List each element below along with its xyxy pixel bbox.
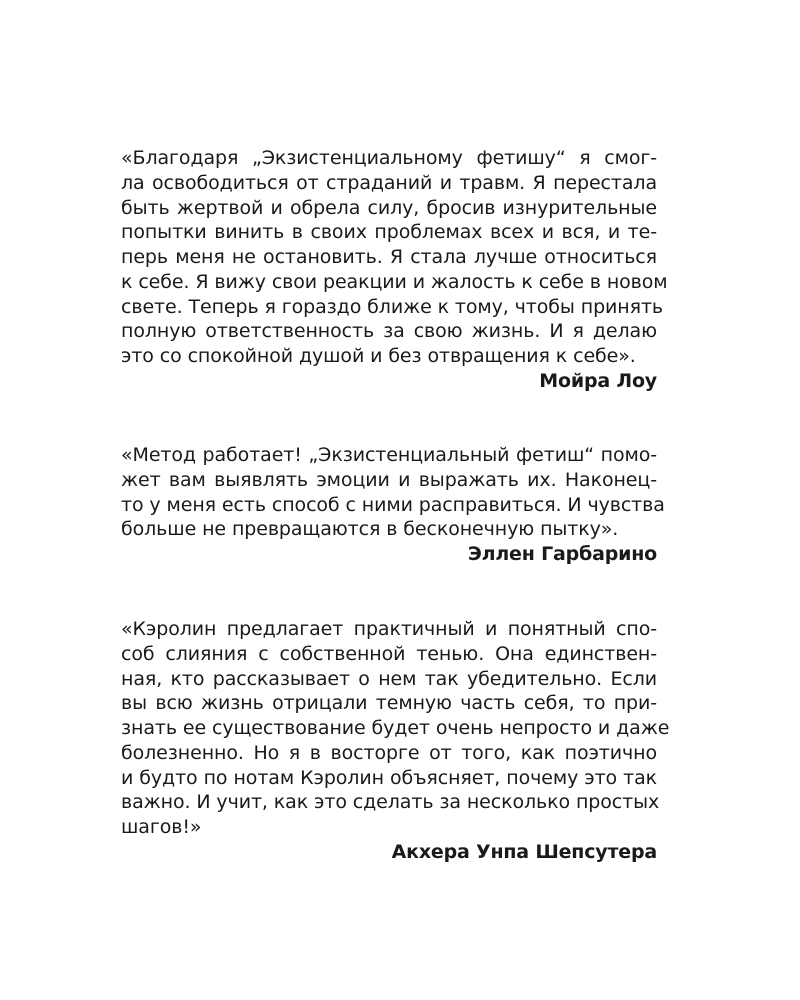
quote-line: «Метод работает! „Экзистенциальный фетиш“ помо-: [121, 444, 657, 466]
quote-author: Мойра Лоу: [539, 369, 657, 392]
quote-line: свете. Теперь я гораздо ближе к тому, чтобы принять: [121, 295, 664, 318]
quote-line: перь меня не остановить. Я стала лучше относиться: [121, 246, 657, 268]
testimonial-akhera-unpa-shepsutera: [121, 617, 670, 865]
quote-line: ла освободиться от страданий и травм. Я перестала: [121, 171, 657, 194]
quote-author: Акхера Унпа Шепсутера: [391, 840, 657, 863]
quote-line: шагов!»: [121, 816, 202, 838]
quote-line: к себе. Я вижу свои реакции и жалость к себе в новом: [121, 270, 668, 293]
testimonial-moira-low: [121, 146, 668, 394]
quote-line: то у меня есть способ с ними расправиться. И чувства: [121, 493, 665, 516]
quote-line: важно. И учит, как это сделать за несколько простых: [121, 791, 660, 814]
quote-line: «Благодаря „Экзистенциальному фетишу“ я смог-: [121, 147, 657, 169]
quote-line: соб слияния с собственной тенью. Она единствен-: [121, 642, 657, 665]
quote-line: вы всю жизнь отрицали темную часть себя, то при-: [121, 692, 657, 715]
quote-line: «Кэролин предлагает практичный и понятный спо-: [121, 618, 657, 640]
quote-line: больше не превращаются в бесконечную пытку».: [121, 518, 619, 541]
quote-author: Эллен Гарбарино: [467, 543, 657, 565]
quote-line: попытки винить в своих проблемах всех и вся, и те-: [121, 221, 657, 244]
quote-line: это со спокойной душой и без отвращения к себе».: [121, 345, 636, 367]
quote-line: полную ответственность за свою жизнь. И я делаю: [121, 320, 657, 343]
quote-line: быть жертвой и обрела силу, бросив изнурительные: [121, 196, 657, 219]
quote-line: ная, кто рассказывает о нем так убедительно. Если: [121, 667, 657, 690]
quote-line: знать ее существование будет очень непросто и даже: [121, 717, 670, 739]
quote-line: и будто по нотам Кэролин объясняет, почему это так: [121, 766, 657, 789]
testimonial-ellen-garbarino: [121, 443, 665, 567]
quote-line: болезненно. Но я в восторге от того, как поэтично: [121, 741, 657, 764]
quote-line: жет вам выявлять эмоции и выражать их. Наконец-: [121, 468, 657, 491]
